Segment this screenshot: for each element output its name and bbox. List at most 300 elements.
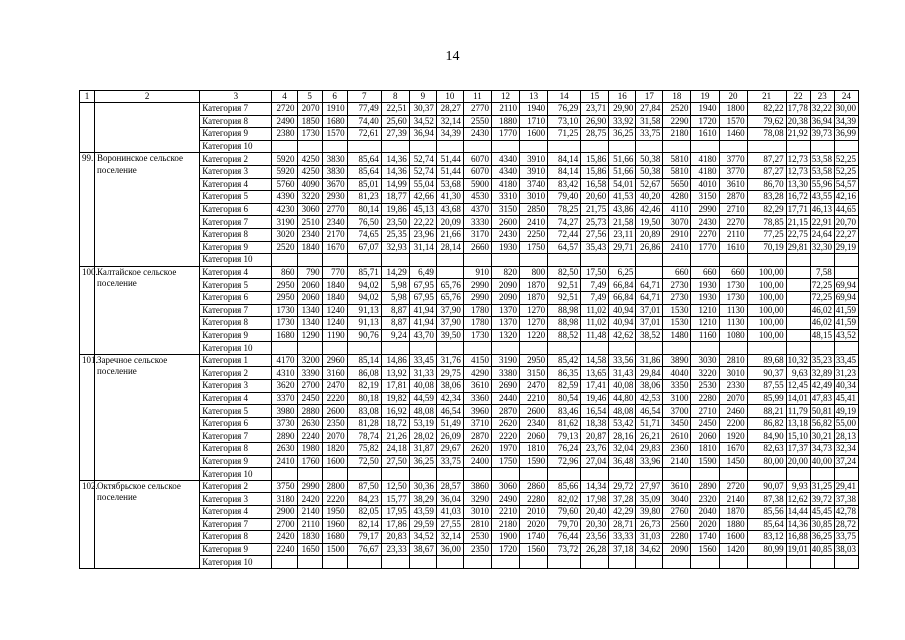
value-cell: 2410	[520, 216, 548, 229]
value-cell: 87,27	[747, 165, 786, 178]
value-cell	[409, 342, 436, 355]
value-cell: 51,44	[436, 153, 463, 166]
table-row	[80, 354, 859, 367]
value-cell: 2710	[719, 203, 747, 216]
value-cell: 2060	[520, 430, 548, 443]
value-cell: 1610	[691, 128, 719, 141]
value-cell: 38,06	[436, 380, 463, 393]
value-cell: 1710	[520, 115, 548, 128]
value-cell	[636, 140, 663, 153]
value-cell: 52,74	[409, 153, 436, 166]
value-cell: 1610	[719, 241, 747, 254]
value-cell: 28,27	[436, 103, 463, 116]
value-cell: 3730	[272, 417, 297, 430]
value-cell: 2280	[663, 531, 691, 544]
value-cell: 77,49	[347, 103, 381, 116]
value-cell: 39,80	[636, 506, 663, 519]
category-cell: Категория 6	[200, 203, 272, 216]
value-cell: 87,38	[747, 493, 786, 506]
value-cell: 820	[491, 266, 519, 279]
value-cell	[347, 556, 381, 569]
page-number: 14	[445, 49, 460, 64]
value-cell	[747, 556, 786, 569]
value-cell	[663, 468, 691, 481]
value-cell: 1730	[719, 291, 747, 304]
value-cell	[691, 342, 719, 355]
value-cell: 12,73	[786, 153, 810, 166]
value-cell: 82,50	[548, 266, 581, 279]
value-cell: 64,57	[548, 241, 581, 254]
value-cell: 3200	[297, 354, 322, 367]
value-cell: 29,83	[636, 443, 663, 456]
value-cell: 2340	[297, 228, 322, 241]
value-cell: 83,12	[747, 531, 786, 544]
value-cell: 94,02	[347, 279, 381, 292]
value-cell: 2520	[663, 103, 691, 116]
value-cell: 1770	[491, 128, 519, 141]
value-cell: 21,26	[381, 430, 409, 443]
value-cell: 3610	[663, 480, 691, 493]
value-cell: 16,88	[786, 531, 810, 544]
value-cell: 2170	[322, 228, 347, 241]
value-cell: 66,84	[609, 291, 636, 304]
value-cell: 2990	[691, 203, 719, 216]
value-cell: 26,73	[636, 518, 663, 531]
value-cell: 33,56	[609, 354, 636, 367]
value-cell: 40,94	[609, 317, 636, 330]
value-cell: 88,52	[548, 329, 581, 342]
value-cell: 18,77	[381, 191, 409, 204]
value-cell: 4250	[297, 153, 322, 166]
value-cell: 85,01	[347, 178, 381, 191]
category-cell: Категория 9	[200, 543, 272, 556]
value-cell: 78,74	[347, 430, 381, 443]
value-cell: 1600	[520, 128, 548, 141]
settlement-name: Октябрьское сельское поселение	[95, 480, 200, 568]
value-cell: 2040	[691, 506, 719, 519]
value-cell	[297, 140, 322, 153]
value-cell: 41,94	[409, 304, 436, 317]
value-cell	[297, 468, 322, 481]
value-cell	[834, 254, 858, 267]
value-cell: 11,02	[581, 317, 609, 330]
value-cell: 29,90	[609, 103, 636, 116]
value-cell: 1190	[322, 329, 347, 342]
value-cell	[719, 342, 747, 355]
value-cell: 32,89	[810, 367, 834, 380]
value-cell: 2070	[297, 103, 322, 116]
value-cell	[272, 342, 297, 355]
value-cell: 1900	[491, 531, 519, 544]
value-cell: 84,90	[747, 430, 786, 443]
value-cell	[786, 266, 810, 279]
value-cell: 52,25	[834, 153, 858, 166]
value-cell: 7,49	[581, 291, 609, 304]
value-cell: 55,04	[409, 178, 436, 191]
value-cell: 67,95	[409, 279, 436, 292]
value-cell: 29,75	[436, 367, 463, 380]
value-cell: 1220	[520, 329, 548, 342]
value-cell: 21,66	[436, 228, 463, 241]
value-cell: 52,74	[409, 165, 436, 178]
value-cell: 40,85	[810, 543, 834, 556]
column-number: 3	[200, 91, 272, 103]
value-cell: 37,38	[834, 493, 858, 506]
value-cell: 2950	[272, 291, 297, 304]
settlement-number: 99.	[80, 153, 95, 266]
value-cell: 1670	[322, 241, 347, 254]
value-cell	[520, 140, 548, 153]
value-cell: 69,94	[834, 279, 858, 292]
value-cell: 1840	[322, 291, 347, 304]
value-cell: 3100	[663, 392, 691, 405]
value-cell: 1600	[719, 531, 747, 544]
value-cell: 3350	[663, 380, 691, 393]
value-cell: 86,35	[548, 367, 581, 380]
value-cell: 38,52	[636, 329, 663, 342]
value-cell: 1370	[491, 304, 519, 317]
value-cell: 1870	[520, 291, 548, 304]
column-number: 13	[520, 91, 548, 103]
value-cell: 1880	[719, 518, 747, 531]
value-cell: 20,89	[636, 228, 663, 241]
value-cell	[691, 254, 719, 267]
value-cell: 1270	[520, 317, 548, 330]
value-cell: 2730	[663, 279, 691, 292]
value-cell: 4340	[491, 153, 519, 166]
value-cell: 84,14	[548, 165, 581, 178]
value-cell	[347, 468, 381, 481]
value-cell	[297, 342, 322, 355]
value-cell	[520, 254, 548, 267]
column-number: 15	[581, 91, 609, 103]
value-cell	[636, 342, 663, 355]
value-cell: 2450	[297, 392, 322, 405]
value-cell: 5920	[272, 165, 297, 178]
value-cell	[347, 254, 381, 267]
value-cell: 2630	[272, 443, 297, 456]
value-cell: 2330	[719, 380, 747, 393]
value-cell	[786, 329, 810, 342]
value-cell: 34,39	[436, 128, 463, 141]
value-cell: 80,14	[347, 203, 381, 216]
value-cell	[810, 342, 834, 355]
value-cell	[297, 556, 322, 569]
value-cell: 28,57	[436, 480, 463, 493]
value-cell: 37,01	[636, 304, 663, 317]
value-cell: 81,28	[347, 417, 381, 430]
value-cell	[322, 468, 347, 481]
value-cell: 33,33	[609, 531, 636, 544]
value-cell: 3160	[322, 367, 347, 380]
value-cell: 3610	[719, 178, 747, 191]
value-cell: 45,13	[409, 203, 436, 216]
value-cell: 29,72	[609, 480, 636, 493]
value-cell: 2270	[719, 216, 747, 229]
value-cell: 25,60	[381, 115, 409, 128]
value-cell: 5760	[272, 178, 297, 191]
value-cell: 3980	[272, 405, 297, 418]
value-cell: 1530	[663, 317, 691, 330]
column-number: 7	[347, 91, 381, 103]
value-cell: 42,49	[810, 380, 834, 393]
value-cell: 1560	[520, 543, 548, 556]
value-cell: 38,67	[409, 543, 436, 556]
value-cell: 32,14	[436, 115, 463, 128]
value-cell: 2350	[322, 417, 347, 430]
value-cell: 2510	[297, 216, 322, 229]
column-number: 17	[636, 91, 663, 103]
value-cell: 42,16	[834, 191, 858, 204]
value-cell: 32,14	[436, 531, 463, 544]
value-cell: 1930	[691, 291, 719, 304]
value-cell: 2760	[663, 506, 691, 519]
table-row	[80, 266, 859, 279]
value-cell: 48,08	[609, 405, 636, 418]
column-number: 11	[463, 91, 491, 103]
value-cell: 40,00	[810, 455, 834, 468]
value-cell: 2280	[691, 392, 719, 405]
value-cell: 3330	[463, 216, 491, 229]
settlement-name	[95, 103, 200, 153]
value-cell: 90,07	[747, 480, 786, 493]
value-cell: 9,93	[786, 480, 810, 493]
value-cell: 27,55	[436, 518, 463, 531]
value-cell	[272, 468, 297, 481]
value-cell	[297, 254, 322, 267]
value-cell	[719, 556, 747, 569]
value-cell: 100,00	[747, 304, 786, 317]
value-cell: 2700	[297, 380, 322, 393]
value-cell: 3670	[322, 178, 347, 191]
value-cell: 2450	[691, 417, 719, 430]
value-cell: 79,60	[548, 506, 581, 519]
column-number: 23	[810, 91, 834, 103]
value-cell	[719, 140, 747, 153]
category-cell: Категория 8	[200, 317, 272, 330]
value-cell: 55,96	[810, 178, 834, 191]
value-cell: 2460	[719, 405, 747, 418]
value-cell: 3220	[691, 367, 719, 380]
value-cell	[691, 468, 719, 481]
data-table	[79, 90, 859, 569]
value-cell: 74,65	[347, 228, 381, 241]
value-cell: 1160	[691, 329, 719, 342]
value-cell: 12,50	[381, 480, 409, 493]
value-cell: 2180	[491, 518, 519, 531]
value-cell: 82,22	[747, 103, 786, 116]
value-cell: 3040	[663, 493, 691, 506]
value-cell: 26,86	[636, 241, 663, 254]
value-cell: 2250	[520, 228, 548, 241]
value-cell: 1600	[322, 455, 347, 468]
column-number: 4	[272, 91, 297, 103]
value-cell: 3830	[322, 165, 347, 178]
value-cell: 41,59	[834, 317, 858, 330]
value-cell: 3380	[491, 367, 519, 380]
value-cell: 1950	[322, 506, 347, 519]
value-cell: 1910	[322, 103, 347, 116]
value-cell: 14,34	[581, 480, 609, 493]
value-cell: 35,43	[581, 241, 609, 254]
value-cell: 2600	[322, 405, 347, 418]
value-cell: 3910	[520, 165, 548, 178]
value-cell: 72,44	[548, 228, 581, 241]
value-cell: 2770	[463, 103, 491, 116]
value-cell: 90,37	[747, 367, 786, 380]
value-cell: 46,54	[636, 405, 663, 418]
value-cell: 20,60	[581, 191, 609, 204]
value-cell: 72,96	[548, 455, 581, 468]
value-cell: 19,50	[636, 216, 663, 229]
value-cell: 3010	[520, 191, 548, 204]
value-cell: 1450	[719, 455, 747, 468]
value-cell	[636, 266, 663, 279]
value-cell: 2990	[463, 291, 491, 304]
column-number: 9	[409, 91, 436, 103]
value-cell: 39,50	[436, 329, 463, 342]
category-cell: Категория 8	[200, 115, 272, 128]
value-cell: 42,46	[636, 203, 663, 216]
value-cell: 34,62	[636, 543, 663, 556]
value-cell: 26,90	[581, 115, 609, 128]
value-cell: 3150	[520, 367, 548, 380]
value-cell: 37,24	[834, 455, 858, 468]
value-cell: 2800	[322, 480, 347, 493]
value-cell: 33,75	[636, 128, 663, 141]
value-cell: 6,49	[409, 266, 436, 279]
value-cell: 1570	[322, 128, 347, 141]
value-cell	[548, 468, 581, 481]
table-row	[80, 103, 859, 116]
value-cell: 66,84	[609, 279, 636, 292]
value-cell: 34,52	[409, 115, 436, 128]
value-cell: 30,36	[409, 480, 436, 493]
category-cell: Категория 4	[200, 506, 272, 519]
category-cell: Категория 10	[200, 556, 272, 569]
value-cell: 40,20	[636, 191, 663, 204]
category-cell: Категория 4	[200, 266, 272, 279]
value-cell: 22,22	[409, 216, 436, 229]
value-cell: 32,93	[381, 241, 409, 254]
value-cell: 43,68	[436, 203, 463, 216]
value-cell: 48,15	[810, 329, 834, 342]
value-cell	[834, 140, 858, 153]
value-cell: 18,38	[581, 417, 609, 430]
value-cell: 770	[322, 266, 347, 279]
value-cell: 5810	[663, 153, 691, 166]
value-cell: 53,42	[609, 417, 636, 430]
value-cell: 8,87	[381, 317, 409, 330]
value-cell: 2690	[491, 380, 519, 393]
value-cell: 19,82	[381, 392, 409, 405]
value-cell: 43,59	[409, 506, 436, 519]
value-cell: 53,68	[436, 178, 463, 191]
value-cell	[409, 254, 436, 267]
value-cell: 2340	[322, 216, 347, 229]
value-cell: 51,49	[436, 417, 463, 430]
value-cell	[548, 556, 581, 569]
value-cell: 19,46	[581, 392, 609, 405]
value-cell: 78,85	[747, 216, 786, 229]
value-cell: 29,59	[409, 518, 436, 531]
value-cell: 2280	[520, 493, 548, 506]
value-cell	[436, 468, 463, 481]
category-cell: Категория 5	[200, 191, 272, 204]
value-cell: 17,86	[381, 518, 409, 531]
value-cell: 2140	[719, 493, 747, 506]
value-cell	[719, 254, 747, 267]
value-cell: 91,13	[347, 304, 381, 317]
value-cell: 3960	[463, 405, 491, 418]
value-cell	[810, 556, 834, 569]
value-cell: 2410	[272, 455, 297, 468]
value-cell: 39,72	[810, 493, 834, 506]
category-cell: Категория 2	[200, 367, 272, 380]
value-cell: 2720	[272, 103, 297, 116]
value-cell	[581, 556, 609, 569]
category-cell: Категория 3	[200, 493, 272, 506]
value-cell: 27,97	[636, 480, 663, 493]
value-cell: 1680	[322, 531, 347, 544]
settlement-name: Калтайское сельское поселение	[95, 266, 200, 354]
value-cell: 49,19	[834, 405, 858, 418]
value-cell: 85,71	[347, 266, 381, 279]
value-cell: 23,11	[609, 228, 636, 241]
category-cell: Категория 3	[200, 165, 272, 178]
value-cell: 36,99	[834, 128, 858, 141]
value-cell: 42,29	[609, 506, 636, 519]
value-cell: 1930	[691, 279, 719, 292]
value-cell: 28,13	[834, 430, 858, 443]
value-cell: 46,02	[810, 304, 834, 317]
value-cell: 26,09	[436, 430, 463, 443]
value-cell: 1730	[297, 128, 322, 141]
value-cell: 1730	[272, 317, 297, 330]
value-cell	[609, 468, 636, 481]
value-cell: 4280	[663, 191, 691, 204]
value-cell: 2730	[663, 291, 691, 304]
value-cell: 12,45	[786, 380, 810, 393]
value-cell: 100,00	[747, 279, 786, 292]
value-cell: 910	[463, 266, 491, 279]
value-cell: 86,70	[747, 178, 786, 191]
value-cell: 1800	[719, 103, 747, 116]
value-cell: 5920	[272, 153, 297, 166]
table-row	[80, 480, 859, 493]
value-cell: 1560	[691, 543, 719, 556]
category-cell: Категория 2	[200, 153, 272, 166]
value-cell: 14,36	[381, 153, 409, 166]
value-cell	[719, 468, 747, 481]
value-cell: 85,64	[347, 153, 381, 166]
value-cell	[581, 140, 609, 153]
value-cell: 5650	[663, 178, 691, 191]
category-cell: Категория 2	[200, 480, 272, 493]
value-cell: 81,23	[347, 191, 381, 204]
category-cell: Категория 6	[200, 291, 272, 304]
value-cell: 2530	[463, 531, 491, 544]
column-number: 6	[322, 91, 347, 103]
header-row	[80, 91, 859, 103]
value-cell: 4110	[663, 203, 691, 216]
value-cell: 45,41	[834, 392, 858, 405]
value-cell: 22,75	[786, 228, 810, 241]
value-cell: 1080	[719, 329, 747, 342]
value-cell	[436, 342, 463, 355]
value-cell: 87,50	[347, 480, 381, 493]
value-cell: 15,86	[581, 165, 609, 178]
